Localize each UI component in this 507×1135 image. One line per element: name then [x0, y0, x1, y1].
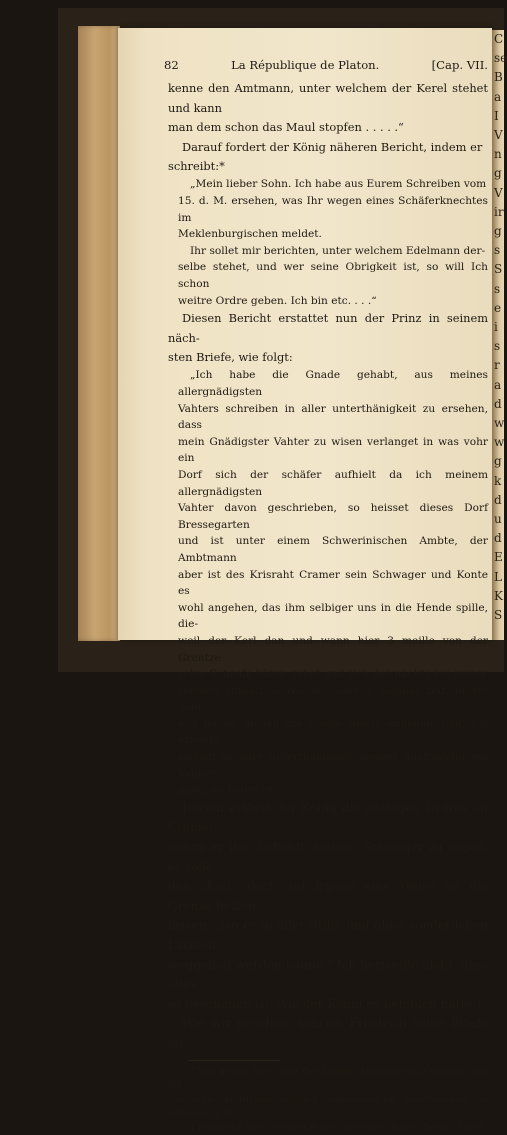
- next-page-edge-letter: s: [494, 281, 501, 296]
- footnotes: [168, 1065, 488, 1135]
- next-page-edge-letter: r: [494, 358, 500, 373]
- footnote-mark: †: [190, 1121, 195, 1133]
- text-line: Vahters schreiben in aller unterthänigkeit zu ersehen, dass: [178, 402, 488, 432]
- footnote-rule: [188, 1060, 280, 1061]
- next-page-edge-letter: a: [494, 89, 502, 104]
- next-page-edge-letter: se: [494, 51, 507, 66]
- footnote-line: Deutsche kulturgeschichtlich interessanten Briefwechsel in extenso. D. Ü.: [168, 1093, 488, 1119]
- text-line: „Mein lieber Sohn. Ich habe aus Eurem Schreiben vom: [190, 178, 487, 191]
- text-line: weitre Ordre geben. Ich bin etc. . . .“: [178, 294, 377, 307]
- text-line: Ihr sollet mir berichten, unter welchem Edelmann der-: [190, 244, 486, 257]
- page-text-block: [164, 56, 488, 1135]
- quote-2: [178, 367, 488, 798]
- text-line: „Ich habe die Gnade gehabt, aus meines allergnädigsten: [178, 369, 488, 398]
- text-line: 15. d. M. ersehen, was Ihr wegen eines Schäferknechtes im: [178, 195, 488, 224]
- paragraph-2: [168, 138, 488, 177]
- next-page-edge-letter: E: [494, 550, 503, 565]
- next-page-edge-letter: n: [494, 147, 502, 162]
- next-page-edge: [492, 30, 507, 640]
- next-page-edge-letter: s: [494, 243, 501, 258]
- text-line: kierauf in aller unterthänigkeit meines allergnädigsten Vahters: [178, 751, 488, 780]
- next-page-edge-letter: d: [494, 396, 502, 411]
- text-line: Wie wir gesehen, schrieb Friedrich seine Briefe an: [168, 1016, 488, 1050]
- text-line: und ist unter einem Schwerinischen Ambte, der Ambtmann: [178, 535, 488, 564]
- book-page: [118, 28, 492, 1133]
- text-line: schreibt:*: [168, 159, 225, 174]
- text-line: weil der Kerl dan und wann hier 3 meille von der Grentze: [178, 634, 488, 664]
- next-page-edge-letter: d: [494, 492, 502, 507]
- next-page-edge-letter: C: [494, 32, 504, 46]
- text-line: Dorf sich der schäfer aufhielt da ich meinem allergnädigsten: [178, 468, 488, 498]
- next-page-edge-letter: V: [494, 128, 503, 143]
- text-line: kenne den Amtmann, unter welchem der Kerel stehet und kann: [168, 81, 488, 115]
- next-page-edge-letter: ir: [494, 204, 504, 219]
- next-page-edge-letter: i: [494, 320, 498, 335]
- footnote-line: * Wir geben hier, statt des kurzen Auszuges im Original, den für: [168, 1065, 488, 1091]
- paragraph-5: [168, 1014, 488, 1053]
- text-line: seine Schaafe hüten gehet und sich des nachts bei seiner: [178, 668, 487, 681]
- next-page-edge-letter: g: [494, 224, 502, 239]
- text-line: Darauf erlässt der König die nöthigen Ordres an Cramer,: [168, 800, 488, 835]
- next-page-edge-letter: S: [494, 608, 503, 623]
- next-page-edge-letter: L: [494, 569, 502, 584]
- page-number: 82: [164, 58, 179, 72]
- text-line: Diesen Bericht erstattet nun der Prinz in seinem näch-: [168, 311, 488, 345]
- footnote-book-title: Friedrich des Grossen Briefe an seinen Vater.: [197, 1121, 420, 1133]
- next-page-edge-letter: B: [494, 70, 503, 85]
- chapter-label: [Cap. VII.: [431, 58, 488, 72]
- next-page-edge-letter: g: [494, 454, 502, 469]
- text-line: wohl angehen, das ihm selbiger uns in die Hende spille, die-: [178, 601, 488, 631]
- text-line: so geschehen ist, wie der König es befohlen hatte.†: [168, 996, 483, 1011]
- text-line: Darauf fordert der König näheren Bericht, indem er: [182, 139, 483, 154]
- next-page-edge-letter: k: [494, 473, 502, 488]
- footnote-place-year: Berlin, 1838.: [422, 1121, 486, 1133]
- next-page-edge-letter: w: [494, 416, 505, 431]
- text-line: den „Kerl“ doch auf irgend eine Weise an die Grenze locken: [168, 879, 488, 913]
- paragraph-1: [168, 79, 488, 137]
- next-page-edge-letter: a: [494, 377, 502, 392]
- footnote-2: [168, 1121, 488, 1135]
- text-line: Herden aufhelt, 6 Wochen oder 2 mohnat zeit, müste man: [178, 684, 488, 714]
- next-page-edge-letter: u: [494, 512, 502, 527]
- running-title: La République de Platon.: [231, 58, 380, 72]
- next-page-edge-letter: e: [494, 300, 502, 315]
- page-stack-edge: [78, 26, 120, 641]
- next-page-edge-letter: d: [494, 531, 502, 546]
- next-page-edge-letter: S: [494, 262, 503, 277]
- text-line: sten Briefe, wie folgt:: [168, 350, 293, 364]
- text-line: lassen, „wo er in aller Stille und ohne sonderlichen Lärmen: [168, 918, 488, 952]
- next-page-edge-letter: V: [494, 185, 503, 200]
- paragraph-3: [168, 309, 488, 367]
- text-line: Vahter davon geschrieben, so heisset dieses Dorf Bressegarten: [178, 502, 488, 531]
- quote-1: [178, 176, 488, 309]
- text-line: selbe stehet, und wer seine Obrigkeit ist, so will Ich schon: [178, 261, 488, 290]
- next-page-edge-letter: s: [494, 339, 501, 354]
- next-page-edge-letter: K: [494, 588, 503, 603]
- next-page-edge-letter: g: [494, 166, 502, 181]
- text-line: mein Gnädigster Vahter zu wisen verlanget in was vohr ein: [178, 435, 488, 465]
- text-line: wol haben alsdan die Sache gewis angehen Kan, ich erwarte: [178, 717, 488, 747]
- text-line: aber ist des Krisraht Cramer sein Schwager und Konte es: [178, 568, 488, 598]
- text-line: weggeholt werden könne.“ Ich bezweifle nicht, dass alles: [168, 957, 488, 992]
- text-line: gnädiste Ordre etc.“: [178, 784, 288, 797]
- text-line: indem er ihm befiehlt, seinem Schwager zu sagen, er solle: [168, 840, 488, 874]
- paragraph-4: [168, 799, 488, 1015]
- next-page-edge-letter: I: [494, 108, 499, 123]
- text-line: Meklenburgischen meldet.: [178, 228, 322, 241]
- next-page-edge-letter: w: [494, 435, 505, 450]
- text-line: man dem schon das Maul stopfen . . . . .“: [168, 120, 404, 135]
- running-header: [164, 56, 488, 75]
